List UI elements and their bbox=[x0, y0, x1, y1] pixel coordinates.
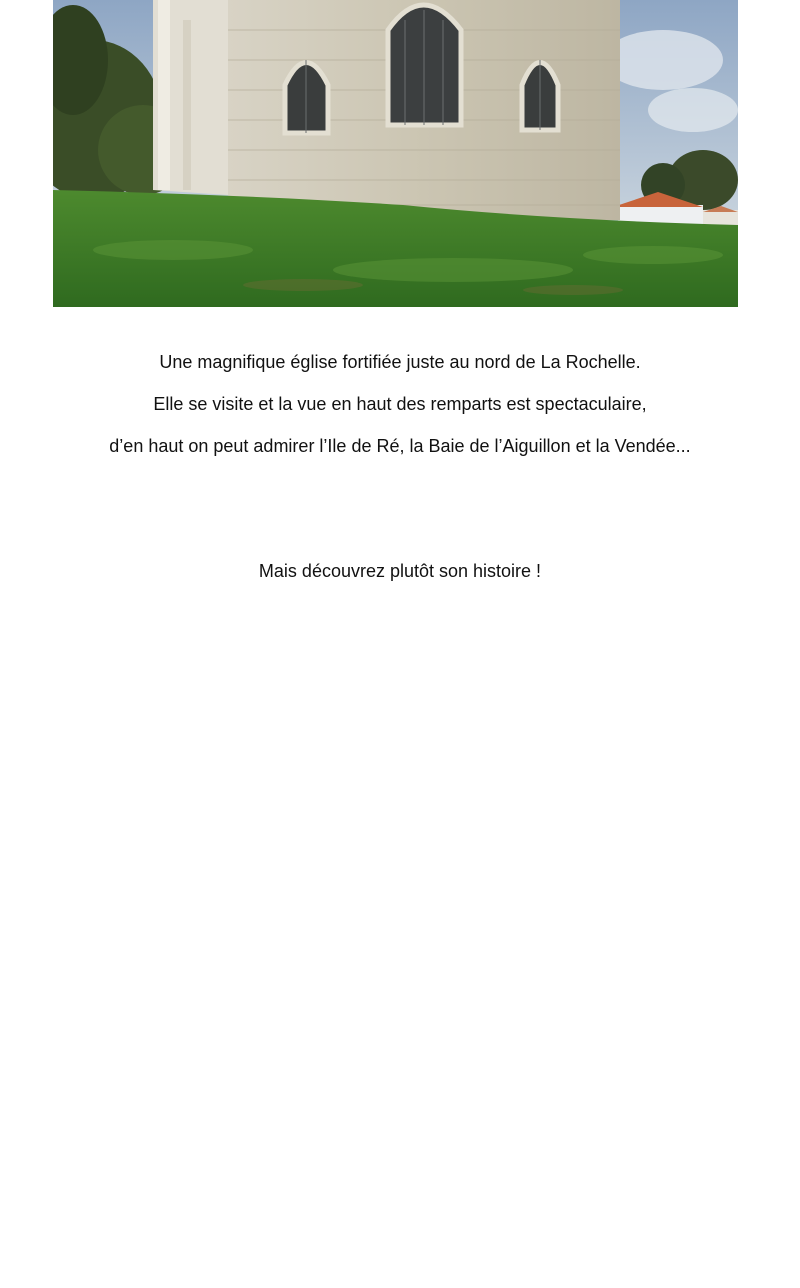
description-line-1: Une magnifique église fortifiée juste au nord de La Rochelle. bbox=[159, 352, 641, 372]
description-line-3: d’en haut on peut admirer l’Ile de Ré, la Baie de l’Aiguillon et la Vendée... bbox=[109, 436, 691, 456]
church-photo-illustration bbox=[53, 0, 738, 307]
church-photo bbox=[53, 0, 738, 307]
history-invitation: Mais découvrez plutôt son histoire ! bbox=[258, 561, 542, 581]
description-line-2: Elle se visite et la vue en haut des remparts est spectaculaire, bbox=[153, 394, 647, 414]
